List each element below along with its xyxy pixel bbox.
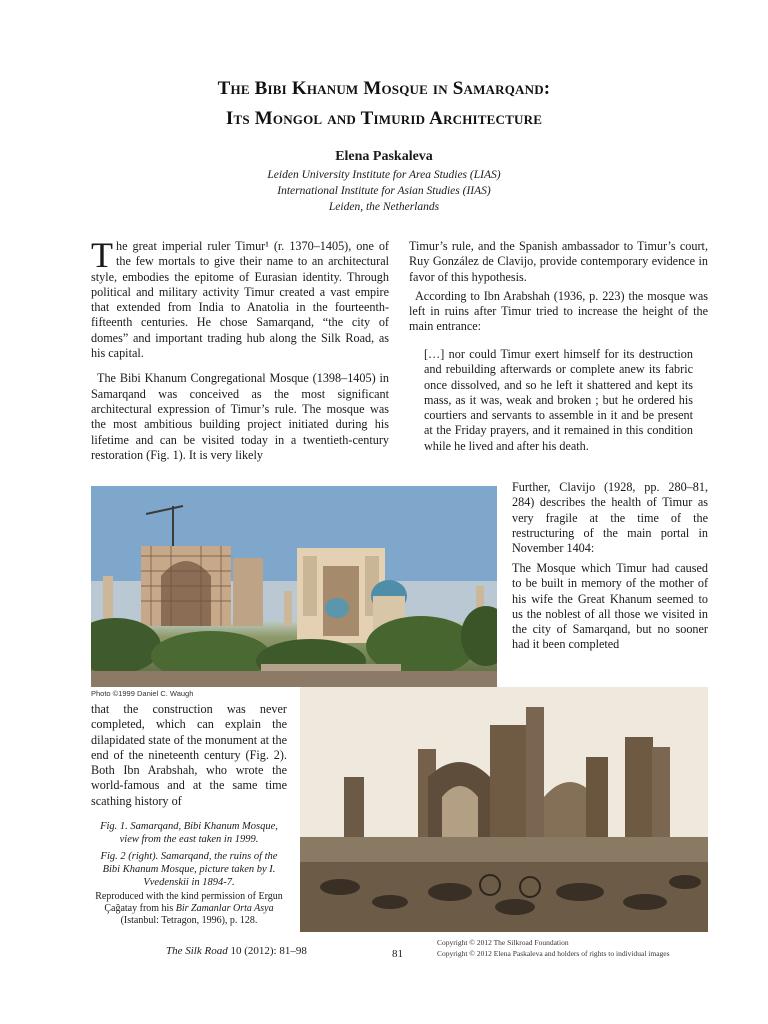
paragraph-contemporary: Timur’s rule, and the Spanish ambassador to Timur’s court, Ruy González de Clavijo, provide contemporary evidence in favor of this hypothesis.	[409, 239, 708, 284]
copyright-author: Copyright © 2012 Elena Paskaleva and holders of rights to individual images	[437, 949, 670, 958]
figure-2-photo	[300, 687, 708, 932]
paragraph-clavijo: Further, Clavijo (1928, pp. 280–81, 284) describes the health of Timur as very fragile at the time of the restructuring of the main portal in November 1404:	[512, 480, 708, 556]
mosque-1999-illustration	[91, 486, 497, 687]
author-name: Elena Paskaleva	[335, 149, 433, 164]
ruins-1894-illustration	[300, 687, 708, 932]
paragraph-construction: that the construction was never completed, which can explain the dilapidated state of the monument at the end of the nineteenth century (Fig. 2). Both Ibn Arabshah, who wrote the world-famous and at the same time scathing history of	[91, 702, 287, 808]
paragraph-arabshah: According to Ibn Arabshah (1936, p. 223) the mosque was left in ruins after Timur tried to increase the height of the main entrance:	[409, 288, 708, 334]
figure-2-caption: Fig. 2 (right). Samarqand, the ruins of the Bibi Khanum Mosque, picture taken by I. Vvedenskii in 1894-7.	[100, 851, 278, 888]
paragraph-intro	[91, 235, 389, 361]
affiliation-1: Leiden University Institute for Area Studies (LIAS)	[267, 169, 501, 181]
drop-cap: T	[91, 235, 113, 275]
right-column	[409, 239, 708, 345]
block-quote-arabshah: […] nor could Timur exert himself for its destruction and rebuilding afterwards or complete anew its fabric once dissolved, and so he left it shattered and kept its mass, as it was, weak and broken ; but he ordered his courtiers and servants to assemble in it and be present at the Friday prayers, and it remained in this condition while he lived and after his death.	[424, 347, 693, 453]
book-title: Bir Zamanlar Orta Asya	[175, 903, 274, 914]
reproduction-credit-text: Reproduced with the kind permission of Ergun Çağatay from his	[95, 891, 283, 914]
left-column	[91, 235, 389, 473]
reproduction-credit-publisher: (Istanbul: Tetragon, 1996), p. 128.	[120, 915, 258, 926]
paragraph-intro-text: he great imperial ruler Timur¹ (r. 1370–1405), one of the few mortals to give their name to an architectural style, embodies the epitome of Eurasian identity. Through political and military activity Timur created a vast empire that extended from India to Anatolia in the fourteenth-fifteenth centuries. He chose Samarqand, “the city of domes” and important trading hub along the Silk Road, as his capital.	[91, 239, 389, 361]
journal-volume: 10 (2012): 81–98	[227, 945, 307, 957]
journal-citation	[166, 945, 307, 957]
photo-credit: Photo ©1999 Daniel C. Waugh	[91, 689, 194, 698]
article-title-line-1: The Bibi Khanum Mosque in Samarqand:	[217, 78, 551, 99]
affiliation-3: Leiden, the Netherlands	[328, 201, 440, 213]
block-quote-clavijo: The Mosque which Timur had caused to be built in memory of the mother of his wife the Great Khanum seemed to us the noblest of all those we visited in the city of Samarqand, but no sooner had it been completed	[512, 561, 708, 652]
copyright-foundation: Copyright © 2012 The Silkroad Foundation	[437, 938, 569, 947]
figure-1-caption: Fig. 1. Samarqand, Bibi Khanum Mosque, view from the east taken in 1999.	[100, 821, 278, 845]
figure-1-photo	[91, 486, 497, 687]
journal-name: The Silk Road	[166, 945, 228, 957]
paragraph-mosque: The Bibi Khanum Congregational Mosque (1398–1405) in Samarqand was conceived as the most significant architectural expression of Timur’s rule. The mosque was the most ambitious building project initiated during his lifetime and can be visited today in a twentieth-century restoration (Fig. 1). It is very likely	[91, 371, 389, 462]
page-number: 81	[392, 948, 403, 960]
reproduction-credit	[91, 891, 287, 927]
article-title-line-2: Its Mongol and Timurid Architecture	[225, 108, 543, 129]
affiliation-2: International Institute for Asian Studies (IIAS)	[277, 185, 491, 197]
